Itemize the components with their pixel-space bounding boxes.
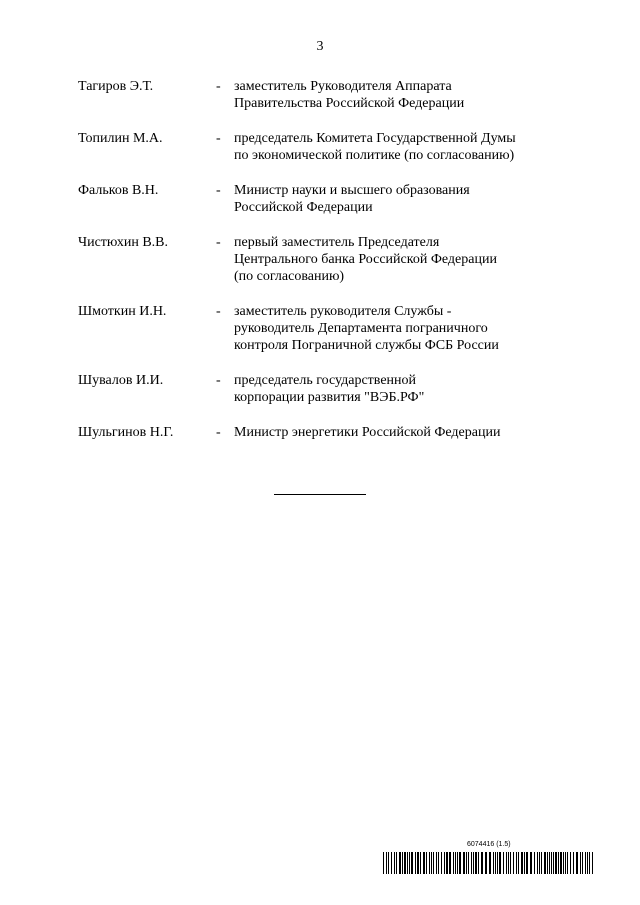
member-role bbox=[234, 234, 554, 285]
member-dash: - bbox=[216, 235, 221, 250]
member-row bbox=[78, 424, 578, 441]
member-name: Тагиров Э.Т. bbox=[78, 79, 154, 94]
member-role bbox=[234, 78, 554, 112]
member-dash: - bbox=[216, 183, 221, 198]
member-role bbox=[234, 372, 554, 406]
member-name: Шмоткин И.Н. bbox=[78, 304, 167, 319]
members-list bbox=[78, 78, 578, 459]
member-role-line: (по согласованию) bbox=[234, 269, 345, 284]
page-number: 3 bbox=[316, 39, 324, 54]
member-row bbox=[78, 182, 578, 216]
member-role-line: председатель государственной bbox=[234, 373, 417, 388]
barcode bbox=[383, 852, 593, 874]
member-role-line: корпорации развития "ВЭБ.РФ" bbox=[234, 390, 425, 405]
member-role bbox=[234, 303, 554, 354]
member-name: Фальков В.Н. bbox=[78, 183, 159, 198]
member-role-line: Российской Федерации bbox=[234, 200, 373, 215]
member-role-line: Центрального банка Российской Федерации bbox=[234, 252, 497, 267]
member-name: Шульгинов Н.Г. bbox=[78, 425, 174, 440]
member-role-line: заместитель Руководителя Аппарата bbox=[234, 79, 452, 94]
member-role-line: руководитель Департамента пограничного bbox=[234, 321, 488, 336]
member-dash: - bbox=[216, 425, 221, 440]
member-row bbox=[78, 372, 578, 406]
document-code: 6074416 (1.5) bbox=[467, 841, 511, 848]
member-role-line: контроля Пограничной службы ФСБ России bbox=[234, 338, 499, 353]
member-role-line: заместитель руководителя Службы - bbox=[234, 304, 452, 319]
member-row bbox=[78, 130, 578, 164]
separator-line bbox=[274, 494, 366, 495]
member-row bbox=[78, 78, 578, 112]
member-name: Топилин М.А. bbox=[78, 131, 163, 146]
member-role-line: Министр науки и высшего образования bbox=[234, 183, 470, 198]
member-row bbox=[78, 234, 578, 285]
member-dash: - bbox=[216, 79, 221, 94]
member-role-line: по экономической политике (по согласованию) bbox=[234, 148, 515, 163]
member-row bbox=[78, 303, 578, 354]
member-role-line: Министр энергетики Российской Федерации bbox=[234, 425, 501, 440]
member-dash: - bbox=[216, 304, 221, 319]
member-dash: - bbox=[216, 373, 221, 388]
member-role-line: Правительства Российской Федерации bbox=[234, 96, 465, 111]
member-role bbox=[234, 182, 554, 216]
member-dash: - bbox=[216, 131, 221, 146]
member-role bbox=[234, 130, 554, 164]
member-role-line: первый заместитель Председателя bbox=[234, 235, 440, 250]
member-name: Чистюхин В.В. bbox=[78, 235, 168, 250]
member-role bbox=[234, 424, 554, 441]
member-role-line: председатель Комитета Государственной Думы bbox=[234, 131, 516, 146]
member-name: Шувалов И.И. bbox=[78, 373, 164, 388]
